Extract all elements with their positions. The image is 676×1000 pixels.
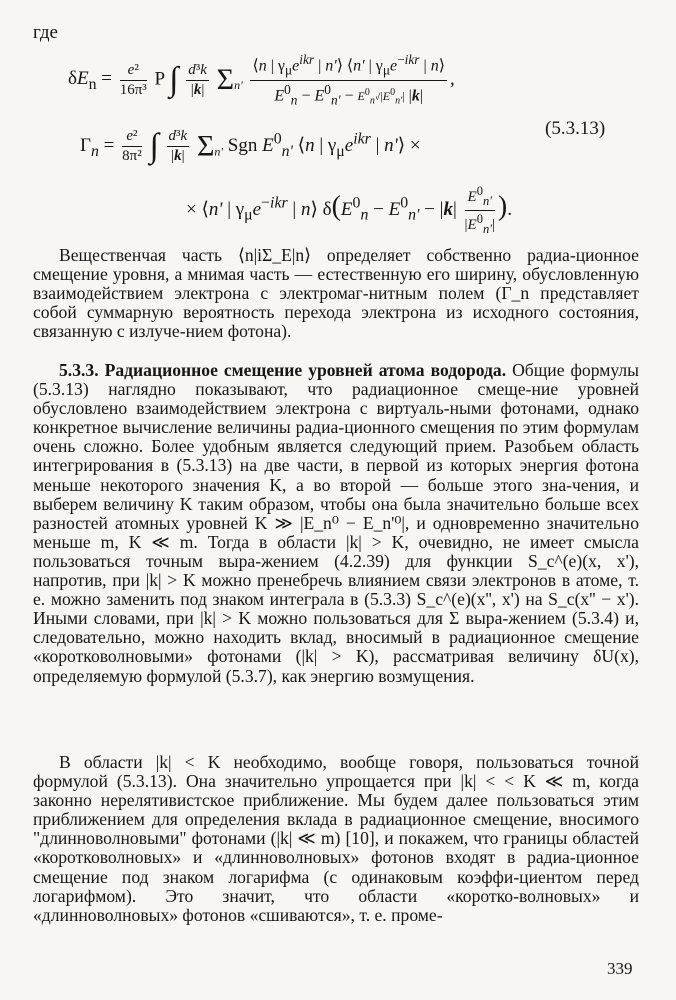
paragraph-text: Вещественчая часть ⟨n|iΣ_E|n⟩ определяет собственно радиа-ционное смещение уровня, а мнимая часть — естественную его ширину, обусловленную взаимодействием электрона с электромаг-нитным полем (Γ_n представляет собой суммарную вероятность перехода электрона из исходного состояния, связанную с излуче-нием фотона). [33,245,639,342]
paragraph-real-part [33,246,639,341]
page-number: 339 [607,959,633,978]
where-word: где [33,22,58,43]
equation-number: (5.3.13) [545,118,606,139]
section-heading: 5.3.3. Радиационное смещение уровней атома водорода. [59,360,507,380]
equation-gamma-continued: × ⟨n' | $\gamma_\mu e^{-ikr}$ | n⟩ $\delta(E^0_n - E^0_{n'} - |k|$ $\frac{E^0_{n'}}{|E^0_{n'}|}$ ). [186,184,512,236]
paragraph-text: Общие формулы (5.3.13) наглядно показывают, что радиационное смеще-ние уровней обусловлено взаимодействием электрона с виртуаль-ными фотонами, однако конкретное вычисление величины радиа-ционного смещения по этим формулам очень сложно. Более удобным является следующий прием. Разобьем область интегрирования в (5.3.13) на две части, в первой из которых энергия фотона меньше некоторого значения K, а во второй — больше этого зна-чения, и выберем величину K таким образом, чтобы она была значительно больше всех разностей атомных уровней K ≫ |E_n⁰ − E_n'⁰|, и одновременно значительно меньше m, K ≪ m. Тогда в области |k| > K, очевидно, не имеет смысла пользоваться точным выра-жением (4.2.39) для функции S_c^(e)(x, x'), напротив, при |k| > K можно пренебречь влиянием связи электронов в атоме, т. е. можно заменить под знаком интеграла в (5.3.3) S_c^(e)(x'', x') на S_c(x'' − x'). Иными словами, при |k| > K можно пользоваться для Σ выра-жением (5.3.4) и, следовательно, можно находить вклад, вносимый в радиационное смещение «коротковолновыми» фотонами (|k| > K), рассматривая величину δU(x), определяемую формулой (5.3.7), как энергию возмущения. [33,360,639,686]
paragraph-text: В области |k| < K необходимо, вообще говоря, пользоваться точной формулой (5.3.13). Она значительно упрощается при |k| < < K ≪ m, когда законно нерелятивистское приближение. Мы будем далее пользоваться этим приближением для определения вклада в радиационное смещение, вносимого "длинноволновыми" фотонами (|k| ≪ m) [10], и покажем, что границы областей «коротковолновых» и «длинноволновых» фотонов входят в радиа-ционное смещение под знаком логарифма (с одинаковым коэффи-циентом перед логарифмом). Это значит, что области «коротко-волновых» и «длинноволновых» фотонов «сшиваются», т. е. проме- [33,752,639,925]
equation-delta-e: $\delta E_n$ = $\frac{\text{e²}}{\text{16π³}}$ P ∫ $\frac{\text{d³k}}{|k|}$ $\Sigma_{n'}$ $\frac{⟨n | \gamma_\mu e^{ikr} | n'⟩ ⟨n' | \gamma_\mu e^{-ikr} | n⟩}{E^0_n - E^0_{n'} - E^0_{n'}/|E^0_{n'}| |k|}$ , [68,52,455,108]
equation-gamma: $\Gamma_n$ = $\frac{\text{e²}}{\text{8π²}}$ ∫ $\frac{\text{d³k}}{|k|}$ $\Sigma_{n'}$ Sgn $E^0_{n'}$ ⟨n | $\gamma_\mu e^{ikr}$ | n'⟩ × [80,127,421,165]
section-5-3-3 [33,361,639,686]
paragraph-long-wave [33,753,639,925]
